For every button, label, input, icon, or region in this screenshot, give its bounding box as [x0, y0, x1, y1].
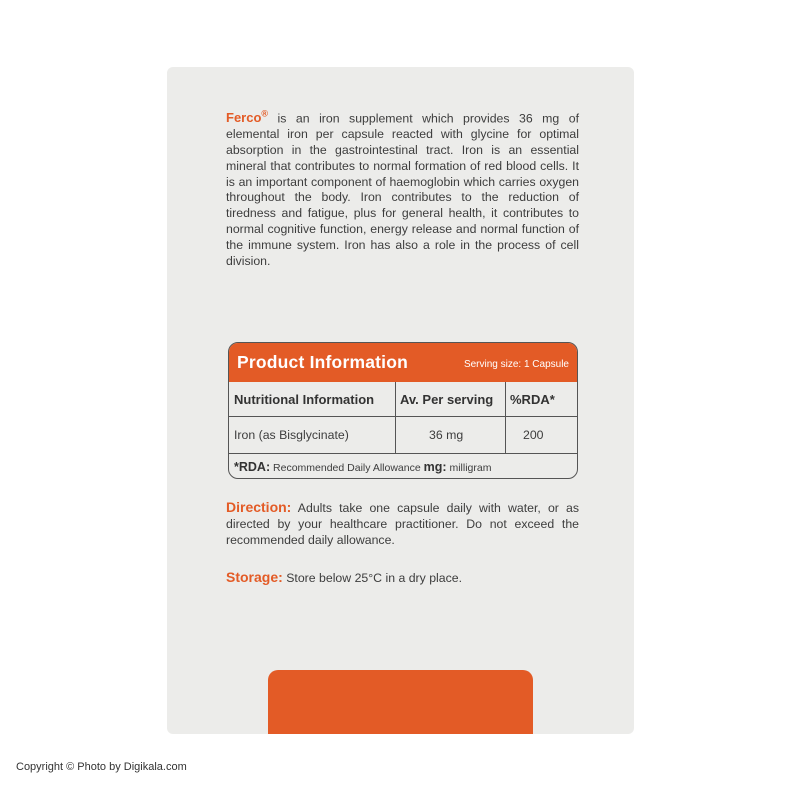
- intro-paragraph: [226, 107, 579, 269]
- product-box-panel: [167, 67, 634, 734]
- intro-text: is an iron supplement which provides 36 mg of elemental iron per capsule reacted with glycine for optimal absorption in the gastrointestinal tract. Iron is an essential mineral that contributes to normal formation of red blood cells. It is an important component of haemoglobin which carries oxygen throughout the body. Iron contributes to the reduction of tiredness and fatigue, plus for general health, it contributes to normal cognitive function, energy release and normal function of the immune system. Iron has also a role in the process of cell division.: [226, 111, 579, 268]
- table-header-band: [229, 343, 577, 382]
- direction-label: Direction:: [226, 499, 292, 515]
- table-header-row: [229, 382, 577, 417]
- cell-rda: 200: [523, 428, 544, 442]
- serving-size: Serving size: 1 Capsule: [463, 359, 569, 370]
- column-divider: [505, 382, 506, 453]
- product-information-table: [228, 342, 578, 479]
- table-row: [229, 417, 577, 454]
- table-footnote: [234, 460, 491, 474]
- rda-text: Recommended Daily Allowance: [270, 462, 424, 474]
- column-header-per-serving: Av. Per serving: [400, 392, 494, 407]
- orange-panel: [268, 670, 533, 734]
- direction-text: Adults take one capsule daily with water, or as directed by your healthcare practitioner. Do not exceed the recommended daily allowance.: [226, 501, 579, 547]
- column-divider: [395, 382, 396, 453]
- storage-label: Storage:: [226, 569, 283, 585]
- column-header-nutritional: Nutritional Information: [234, 392, 375, 407]
- cell-nutrient: Iron (as Bisglycinate): [234, 428, 349, 442]
- direction-paragraph: [226, 500, 579, 548]
- storage-text: Store below 25°C in a dry place.: [282, 571, 463, 585]
- brand-name: Ferco®: [226, 109, 269, 126]
- photo-copyright: Copyright © Photo by Digikala.com: [16, 761, 187, 773]
- table-title: Product Information: [237, 352, 409, 372]
- storage-paragraph: [226, 570, 579, 587]
- column-header-rda: %RDA*: [510, 392, 555, 407]
- mg-text: milligram: [446, 462, 492, 474]
- cell-amount: 36 mg: [429, 428, 464, 442]
- rda-label: *RDA:: [234, 460, 271, 474]
- mg-label: mg:: [423, 460, 447, 474]
